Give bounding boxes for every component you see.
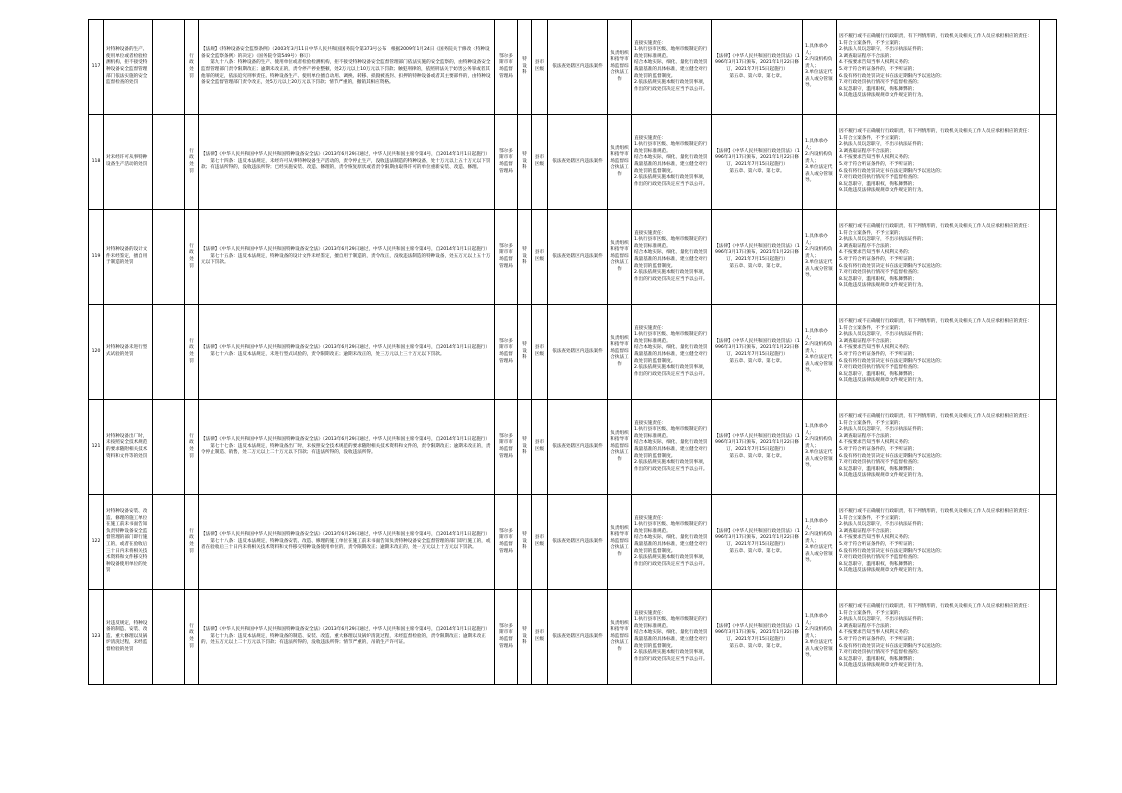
item-name-cell: 对特种设备安装、改造、修理的施工单位在施工前未书面告知负责特种设备安全监督管理的部门即行施工的，或者在验收后三十日内未将相关技术资料和文件移交特种设备使用单位的处罚 (104, 495, 153, 590)
responsible-subject-cell: 1.具体承办人； 2.内设机构负责人； 3.单位法定代表人或分管领导。 (803, 20, 837, 115)
accountability-cell: 因不履行或不正确履行行政职责，有下列情形的，行政机关及相关工作人员应承担相应的责任： 1.符合立案条件，不予立案的； 2.执法人员玩忽职守，不出示执法证件的； 3.调查取证程序不合法的； 4.不按要求告知当事人权利义务的； 5.对于符合听证条件的，不予听证的； 6.没有将行政处罚决定书在法定期限内予以送达的； 7.对行政处罚执行情况不予监督检查的； 8.玩忽职守，滥用职权，徇私舞弊的； 9.其他违反法律法规规章文件规定的行为。 (837, 115, 1040, 210)
implementing-agency-cell: 鄂尔多斯市市场监督管理局 (495, 305, 518, 400)
accountability-cell: 因不履行或不正确履行行政职责，有下列情形的，行政机关及相关工作人员应承担相应的责任： 1.符合立案条件，不予立案的； 2.执法人员玩忽职守，不出示执法证件的； 3.调查取证程序不合法的； 4.不按要求告知当事人权利义务的； 5.对于符合听证条件的，不予听证的； 6.没有将行政处罚决定书在法定期限内予以送达的； 7.对行政处罚执行情况不予监督检查的； 8.玩忽职守，滥用职权，徇私舞弊的； 9.其他违反法律法规规章文件规定的行为。 (837, 590, 1040, 685)
implementing-agency-cell: 鄂尔多斯市市场监督管理局 (495, 590, 518, 685)
blank-cell (153, 400, 185, 495)
table-row (89, 590, 1057, 685)
legal-basis-cell: 【法律】《中华人民共和国中华人民共和国特种设备安全法》（2013年6月29日通过，中华人民共和国主席令第4号，自2014年1月1日起施行） 第七十八条：违反本法规定，特种设备安装、改造、修理的施工单位在施工前未书面告知负责特种设备安全监督管理的部门即行施工的，或者在验收后三十日内未将相关技术资料和文件移交特种设备使用单位的，责令限期改正；逾期未改正的，处一万元以上十万元以下罚款。 (199, 495, 495, 590)
table-row (89, 210, 1057, 305)
item-category-cell: 行政处罚 (185, 495, 199, 590)
department-cell: 特设科 (518, 210, 532, 305)
department-cell: 特设科 (518, 590, 532, 685)
legal-basis-cell: 【法律】《中华人民共和国中华人民共和国特种设备安全法》（2013年6月29日通过，中华人民共和国主席令第4号，自2014年1月1日起施行） 第七十六条：违反本法规定，未进行型式试验的，责令限期改正；逾期未改正的，处三万元以上三十万元以下罚款。 (199, 305, 495, 400)
enforcement-content-cell: 依法查处辖区内违法案件 (548, 20, 608, 115)
item-category-cell: 行政处罚 (185, 400, 199, 495)
responsible-body-cell: 负责组织和指导市场监督综合执法工作 (608, 400, 632, 495)
power-list-table (88, 19, 1057, 685)
responsible-subject-cell: 1.具体承办人； 2.内设机构负责人； 3.单位法定代表人或分管领导。 (803, 495, 837, 590)
implementing-agency-cell: 鄂尔多斯市市场监督管理局 (495, 210, 518, 305)
row-number-cell: 122 (89, 495, 104, 590)
blank-cell (1040, 590, 1057, 685)
responsible-subject-cell: 1.具体承办人； 2.内设机构负责人； 3.单位法定代表人或分管领导。 (803, 210, 837, 305)
table-row (89, 400, 1057, 495)
law-basis-cell: 【法律】《中华人民共和国行政处罚法》（1996年3月17日颁布，2021年1月22日修订，2021年7月15日起施行） 第五章、第六章、第七章。 (712, 20, 803, 115)
responsible-subject-cell: 1.具体承办人； 2.内设机构负责人； 3.单位法定代表人或分管领导。 (803, 305, 837, 400)
item-category-cell: 行政处罚 (185, 210, 199, 305)
duty-cell: 直接实施责任： 1.执行县市区级、地州市级制定的行政处罚标准规范。 结合本地实际，细化、量化行政处罚裁量基准的具体标准，建立健全对行政处罚的监督制度。 2.依法依规实施本级行政处罚事项，作出的行政处罚决定应当予以公开。 (632, 20, 712, 115)
legal-basis-cell: 【法律】《中华人民共和国中华人民共和国特种设备安全法》（2013年6月29日通过，中华人民共和国主席令第4号，自2014年1月1日起施行） 第七十四条：违反本法规定，未经许可从事特种设备生产活动的，责令停止生产，没收违法制造的特种设备，处十万元以上五十万元以下罚款；有违法所得的，没收违法所得；已经实施安装、改造、修理的，责令恢复原状或者责令限期由取得许可的单位重新安装、改造、修理。 (199, 115, 495, 210)
table-row (89, 495, 1057, 590)
table-body (89, 20, 1057, 685)
blank-cell (153, 590, 185, 685)
item-category-cell: 行政处罚 (185, 305, 199, 400)
item-name-cell: 对特种设备未进行型式试验的处罚 (104, 305, 153, 400)
item-name-cell: 对特种设备出厂时，未按照安全技术规范的要求随附相关技术资料和文件等的处罚 (104, 400, 153, 495)
enforcement-content-cell: 依法查处辖区内违法案件 (548, 305, 608, 400)
row-number-cell: 121 (89, 400, 104, 495)
item-name-cell: 对违反规定，特种设备的制造、安装、改造、重大修理以及锅炉清洗过程，未经监督检验的处罚 (104, 590, 153, 685)
row-number-cell: 118 (89, 115, 104, 210)
responsible-subject-cell: 1.具体承办人； 2.内设机构负责人； 3.单位法定代表人或分管领导。 (803, 400, 837, 495)
blank-cell (1040, 210, 1057, 305)
department-cell: 特设科 (518, 20, 532, 115)
blank-cell (153, 495, 185, 590)
duty-cell: 直接实施责任： 1.执行县市区级、地州市级制定的行政处罚标准规范。 结合本地实际，细化、量化行政处罚裁量基准的具体标准，建立健全对行政处罚的监督制度。 2.依法依规实施本级行政处罚事项，作出的行政处罚决定应当予以公开。 (632, 115, 712, 210)
level-cell: 县市区级 (532, 20, 548, 115)
department-cell: 特设科 (518, 400, 532, 495)
responsible-body-cell: 负责组织和指导市场监督综合执法工作 (608, 495, 632, 590)
law-basis-cell: 【法律】《中华人民共和国行政处罚法》（1996年3月17日颁布，2021年1月22日修订，2021年7月15日起施行） 第五章、第六章、第七章。 (712, 590, 803, 685)
law-basis-cell: 【法律】《中华人民共和国行政处罚法》（1996年3月17日颁布，2021年1月22日修订，2021年7月15日起施行） 第五章、第六章、第七章。 (712, 305, 803, 400)
enforcement-content-cell: 依法查处辖区内违法案件 (548, 210, 608, 305)
department-cell: 特设科 (518, 305, 532, 400)
law-basis-cell: 【法律】《中华人民共和国行政处罚法》（1996年3月17日颁布，2021年1月22日修订，2021年7月15日起施行） 第五章、第六章、第七章。 (712, 400, 803, 495)
level-cell: 县市区级 (532, 305, 548, 400)
accountability-cell: 因不履行或不正确履行行政职责，有下列情形的，行政机关及相关工作人员应承担相应的责任： 1.符合立案条件，不予立案的； 2.执法人员玩忽职守，不出示执法证件的； 3.调查取证程序不合法的； 4.不按要求告知当事人权利义务的； 5.对于符合听证条件的，不予听证的； 6.没有将行政处罚决定书在法定期限内予以送达的； 7.对行政处罚执行情况不予监督检查的； 8.玩忽职守，滥用职权，徇私舞弊的； 9.其他违反法律法规规章文件规定的行为。 (837, 20, 1040, 115)
duty-cell: 直接实施责任： 1.执行县市区级、地州市级制定的行政处罚标准规范。 结合本地实际，细化、量化行政处罚裁量基准的具体标准，建立健全对行政处罚的监督制度。 2.依法依规实施本级行政处罚事项，作出的行政处罚决定应当予以公开。 (632, 590, 712, 685)
law-basis-cell: 【法律】《中华人民共和国行政处罚法》（1996年3月17日颁布，2021年1月22日修订，2021年7月15日起施行） 第五章、第六章、第七章。 (712, 115, 803, 210)
row-number-cell: 120 (89, 305, 104, 400)
level-cell: 县市区级 (532, 210, 548, 305)
blank-cell (1040, 20, 1057, 115)
level-cell: 县市区级 (532, 400, 548, 495)
department-cell: 特设科 (518, 495, 532, 590)
legal-basis-cell: 【法律】《中华人民共和国中华人民共和国特种设备安全法》（2013年6月29日通过，中华人民共和国主席令第4号，自2014年1月1日起施行） 第七十七条：违反本法规定，特种设备出厂时，未按照安全技术规范的要求随附相关技术资料和文件的，责令限期改正；逾期未改正的，责令停止制造、销售，处二万元以上二十万元以下罚款；有违法所得的，没收违法所得。 (199, 400, 495, 495)
item-category-cell: 行政处罚 (185, 20, 199, 115)
implementing-agency-cell: 鄂尔多斯市市场监督管理局 (495, 115, 518, 210)
legal-basis-cell: 【法律】《中华人民共和国中华人民共和国特种设备安全法》（2013年6月29日通过，中华人民共和国主席令第4号，自2014年1月1日起施行） 第七十九条：违反本法规定，特种设备的制造、安装、改造、重大修理以及锅炉清洗过程，未经监督检验的，责令限期改正；逾期未改正的，处五万元以上二十万元以下罚款；有违法所得的，没收违法所得；情节严重的，吊销生产许可证。 (199, 590, 495, 685)
accountability-cell: 因不履行或不正确履行行政职责，有下列情形的，行政机关及相关工作人员应承担相应的责任： 1.符合立案条件，不予立案的； 2.执法人员玩忽职守，不出示执法证件的； 3.调查取证程序不合法的； 4.不按要求告知当事人权利义务的； 5.对于符合听证条件的，不予听证的； 6.没有将行政处罚决定书在法定期限内予以送达的； 7.对行政处罚执行情况不予监督检查的； 8.玩忽职守，滥用职权，徇私舞弊的； 9.其他违反法律法规规章文件规定的行为。 (837, 495, 1040, 590)
blank-cell (153, 305, 185, 400)
blank-cell (1040, 115, 1057, 210)
responsible-body-cell: 负责组织和指导市场监督综合执法工作 (608, 115, 632, 210)
accountability-cell: 因不履行或不正确履行行政职责，有下列情形的，行政机关及相关工作人员应承担相应的责任： 1.符合立案条件，不予立案的； 2.执法人员玩忽职守，不出示执法证件的； 3.调查取证程序不合法的； 4.不按要求告知当事人权利义务的； 5.对于符合听证条件的，不予听证的； 6.没有将行政处罚决定书在法定期限内予以送达的； 7.对行政处罚执行情况不予监督检查的； 8.玩忽职守，滥用职权，徇私舞弊的； 9.其他违反法律法规规章文件规定的行为。 (837, 400, 1040, 495)
blank-cell (1040, 305, 1057, 400)
level-cell: 县市区级 (532, 590, 548, 685)
duty-cell: 直接实施责任： 1.执行县市区级、地州市级制定的行政处罚标准规范。 结合本地实际，细化、量化行政处罚裁量基准的具体标准，建立健全对行政处罚的监督制度。 2.依法依规实施本级行政处罚事项，作出的行政处罚决定应当予以公开。 (632, 305, 712, 400)
table-row (89, 305, 1057, 400)
duty-cell: 直接实施责任： 1.执行县市区级、地州市级制定的行政处罚标准规范。 结合本地实际，细化、量化行政处罚裁量基准的具体标准，建立健全对行政处罚的监督制度。 2.依法依规实施本级行政处罚事项，作出的行政处罚决定应当予以公开。 (632, 495, 712, 590)
enforcement-content-cell: 依法查处辖区内违法案件 (548, 400, 608, 495)
law-basis-cell: 【法律】《中华人民共和国行政处罚法》（1996年3月17日颁布，2021年1月22日修订，2021年7月15日起施行） 第五章、第六章、第七章。 (712, 210, 803, 305)
implementing-agency-cell: 鄂尔多斯市市场监督管理局 (495, 495, 518, 590)
item-name-cell: 对特种设备的生产、使用单位或者检验检测机构，拒不接受特种设备安全监督管理部门依法实施的安全监督检查的处罚 (104, 20, 153, 115)
blank-cell (153, 20, 185, 115)
item-name-cell: 对特种设备的设计文件未经鉴定，擅自用于制造的处罚 (104, 210, 153, 305)
accountability-cell: 因不履行或不正确履行行政职责，有下列情形的，行政机关及相关工作人员应承担相应的责任： 1.符合立案条件，不予立案的； 2.执法人员玩忽职守，不出示执法证件的； 3.调查取证程序不合法的； 4.不按要求告知当事人权利义务的； 5.对于符合听证条件的，不予听证的； 6.没有将行政处罚决定书在法定期限内予以送达的； 7.对行政处罚执行情况不予监督检查的； 8.玩忽职守，滥用职权，徇私舞弊的； 9.其他违反法律法规规章文件规定的行为。 (837, 210, 1040, 305)
implementing-agency-cell: 鄂尔多斯市市场监督管理局 (495, 400, 518, 495)
blank-cell (1040, 495, 1057, 590)
enforcement-content-cell: 依法查处辖区内违法案件 (548, 590, 608, 685)
legal-basis-cell: 【法律】《中华人民共和国中华人民共和国特种设备安全法》（2013年6月29日通过，中华人民共和国主席令第4号，自2014年1月1日起施行） 第七十五条：违反本法规定，特种设备的设计文件未经鉴定，擅自用于制造的，责令改正，没收违法制造的特种设备，处五万元以上五十万元以下罚款。 (199, 210, 495, 305)
item-name-cell: 对未经许可从事特种设备生产活动的处罚 (104, 115, 153, 210)
row-number-cell: 123 (89, 590, 104, 685)
legal-basis-cell: 【法规】《特种设备安全监察条例》（2003年3月11日中华人民共和国国务院令第373号公布 根据2009年1月24日《国务院关于修改〈特种设备安全监察条例〉的决定》（国务院令第549号）修订） 第九十八条：特种设备的生产、使用单位或者检验检测机构，拒不接受特种设备安全监督管理部门依法实施的安全监察的，由特种设备安全监督管理部门责令限期改正；逾期未改正的，责令停产停业整顿，处2万元以上10万元以下罚款；触犯刑律的，依照刑法关于妨害公务罪或者其他罪的规定，依法追究刑事责任。特种设备生产、使用单位擅自动用、调换、转移、损毁被查封、扣押的特种设备或者其主要部件的，由特种设备安全监督管理部门责令改正，处5万元以上20万元以下罚款；情节严重的，撤销其相应资格。 (199, 20, 495, 115)
table-row (89, 20, 1057, 115)
blank-cell (153, 115, 185, 210)
accountability-cell: 因不履行或不正确履行行政职责，有下列情形的，行政机关及相关工作人员应承担相应的责任： 1.符合立案条件，不予立案的； 2.执法人员玩忽职守，不出示执法证件的； 3.调查取证程序不合法的； 4.不按要求告知当事人权利义务的； 5.对于符合听证条件的，不予听证的； 6.没有将行政处罚决定书在法定期限内予以送达的； 7.对行政处罚执行情况不予监督检查的； 8.玩忽职守，滥用职权，徇私舞弊的； 9.其他违反法律法规规章文件规定的行为。 (837, 305, 1040, 400)
enforcement-content-cell: 依法查处辖区内违法案件 (548, 495, 608, 590)
level-cell: 县市区级 (532, 495, 548, 590)
document-sheet (88, 19, 1057, 685)
duty-cell: 直接实施责任： 1.执行县市区级、地州市级制定的行政处罚标准规范。 结合本地实际，细化、量化行政处罚裁量基准的具体标准，建立健全对行政处罚的监督制度。 2.依法依规实施本级行政处罚事项，作出的行政处罚决定应当予以公开。 (632, 210, 712, 305)
responsible-body-cell: 负责组织和指导市场监督综合执法工作 (608, 210, 632, 305)
duty-cell: 直接实施责任： 1.执行县市区级、地州市级制定的行政处罚标准规范。 结合本地实际，细化、量化行政处罚裁量基准的具体标准，建立健全对行政处罚的监督制度。 2.依法依规实施本级行政处罚事项，作出的行政处罚决定应当予以公开。 (632, 400, 712, 495)
table-row (89, 115, 1057, 210)
department-cell: 特设科 (518, 115, 532, 210)
law-basis-cell: 【法律】《中华人民共和国行政处罚法》（1996年3月17日颁布，2021年1月22日修订，2021年7月15日起施行） 第五章、第六章、第七章。 (712, 495, 803, 590)
row-number-cell: 119 (89, 210, 104, 305)
responsible-subject-cell: 1.具体承办人； 2.内设机构负责人； 3.单位法定代表人或分管领导。 (803, 590, 837, 685)
responsible-body-cell: 负责组织和指导市场监督综合执法工作 (608, 305, 632, 400)
blank-cell (1040, 400, 1057, 495)
level-cell: 县市区级 (532, 115, 548, 210)
item-category-cell: 行政处罚 (185, 115, 199, 210)
responsible-subject-cell: 1.具体承办人； 2.内设机构负责人； 3.单位法定代表人或分管领导。 (803, 115, 837, 210)
responsible-body-cell: 负责组织和指导市场监督综合执法工作 (608, 590, 632, 685)
item-category-cell: 行政处罚 (185, 590, 199, 685)
enforcement-content-cell: 依法查处辖区内违法案件 (548, 115, 608, 210)
blank-cell (153, 210, 185, 305)
responsible-body-cell: 负责组织和指导市场监督综合执法工作 (608, 20, 632, 115)
implementing-agency-cell: 鄂尔多斯市市场监督管理局 (495, 20, 518, 115)
row-number-cell: 117 (89, 20, 104, 115)
